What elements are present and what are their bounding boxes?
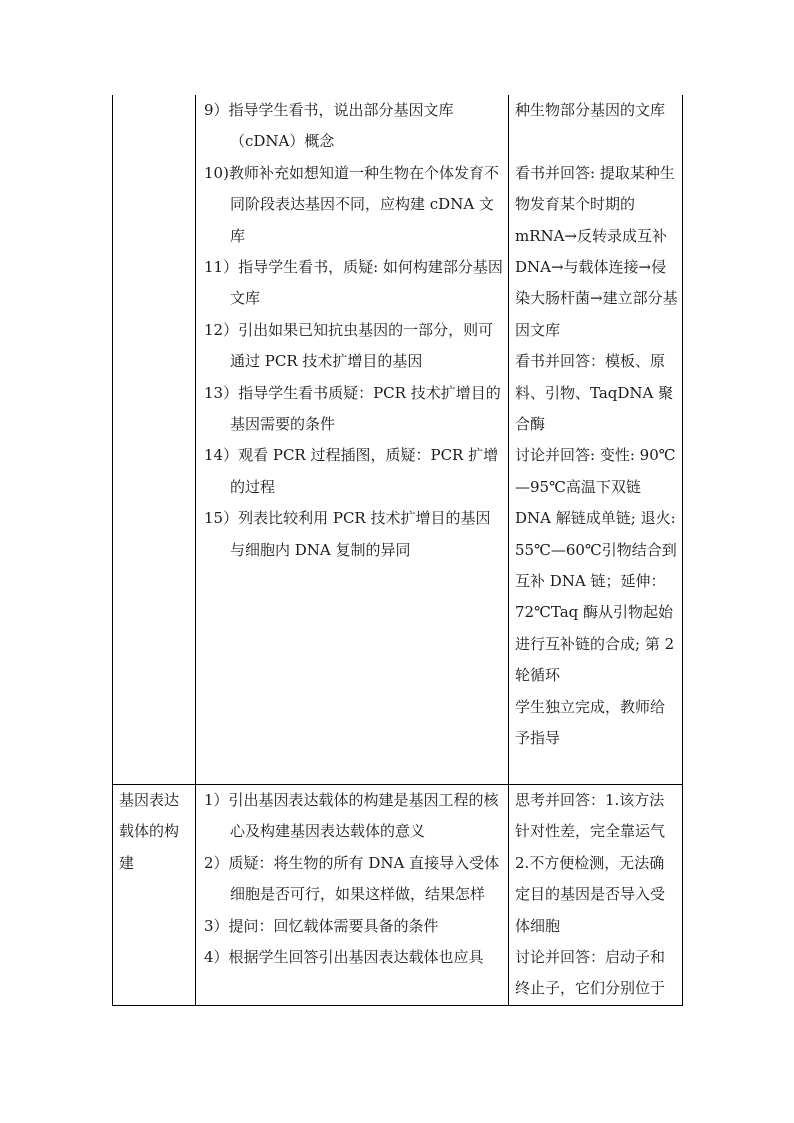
student-spacer	[515, 126, 678, 157]
teacher-step: 11）指导学生看书，质疑: 如何构建部分基因文库	[204, 258, 503, 308]
teacher-step: 3）提问：回忆载体需要具备的条件	[204, 916, 439, 935]
table-row	[113, 95, 683, 785]
lesson-plan-table	[112, 95, 683, 1006]
teacher-activity-cell	[196, 785, 509, 1006]
student-response: 看书并回答: 提取某种生物发育某个时期的 mRNA→反转录成互补 DNA→与载体连接→侵染大肠杆菌→建立部分基因文库	[515, 163, 678, 339]
student-activity-cell	[509, 785, 683, 1006]
teacher-step: 2）质疑：将生物的所有 DNA 直接导入受体细胞是否可行，如果这样做，结果怎样	[204, 853, 500, 904]
teacher-step: 13）指导学生看书质疑：PCR 技术扩增目的基因需要的条件	[204, 383, 501, 434]
stage-cell	[113, 785, 196, 1006]
student-response: 学生独立完成，教师给予指导	[515, 697, 666, 748]
student-activity-cell	[509, 95, 683, 785]
student-response: 种生物部分基因的文库	[515, 101, 666, 119]
student-response: 讨论并回答: 变性: 90℃—95℃高温下双链 DNA 解链成单链; 退火: 55℃—60℃引物结合到互补 DNA 链；延伸：72℃Taq 酶从引物起始进行互补链的合成; 第 2 轮循环	[515, 446, 677, 685]
teacher-step: 9）指导学生看书，说出部分基因文库（cDNA）概念	[204, 101, 454, 151]
teacher-step: 4）根据学生回答引出基因表达载体也应具	[204, 948, 484, 967]
teacher-activity-cell	[196, 95, 509, 785]
teacher-step: 12）引出如果已知抗虫基因的一部分，则可通过 PCR 技术扩增目的基因	[204, 320, 494, 371]
teacher-step: 10)教师补充如想知道一种生物在个体发育不同阶段表达基因不同，应构建 cDNA 文库	[204, 163, 499, 245]
table-row	[113, 785, 683, 1006]
student-response: 看书并回答：模板、原料、引物、TaqDNA 聚合酶	[515, 352, 674, 434]
teacher-step: 15）列表比较利用 PCR 技术扩增目的基因与细胞内 DNA 复制的异同	[204, 509, 491, 559]
teacher-step: 14）观看 PCR 过程插图，质疑：PCR 扩增的过程	[204, 446, 499, 496]
stage-text: 基因表达载体的构建	[119, 791, 180, 872]
student-response: 讨论并回答：启动子和终止子，它们分别位于	[515, 948, 666, 998]
student-response: 思考并回答：1.该方法针对性差，完全靠运气 2.不方便检测，无法确定目的基因是否导入受体细胞	[515, 791, 666, 935]
teacher-step: 1）引出基因表达载体的构建是基因工程的核心及构建基因表达载体的意义	[204, 791, 499, 841]
stage-cell	[113, 95, 196, 785]
